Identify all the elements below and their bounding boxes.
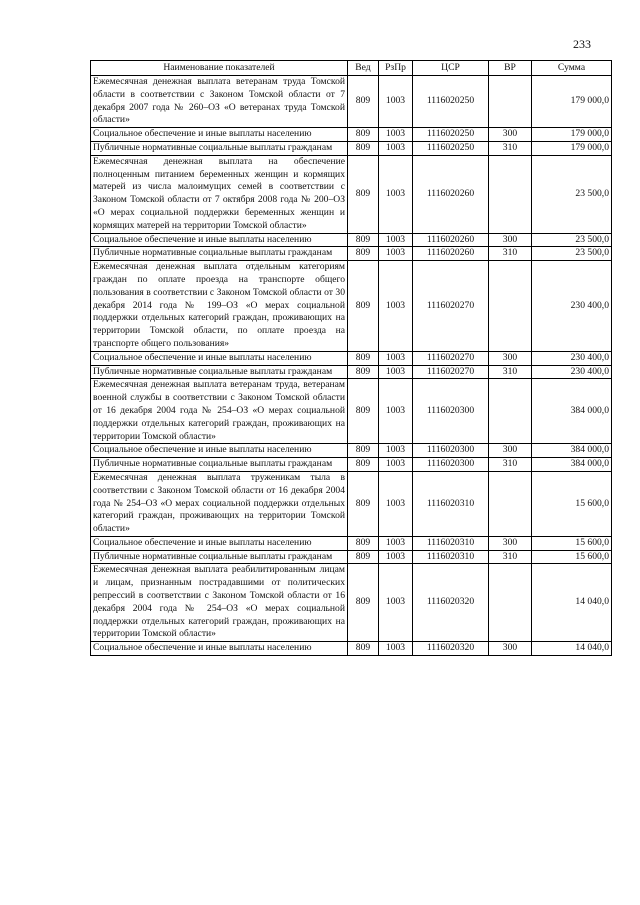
row-name-cell: Ежемесячная денежная выплата на обеспечение полноценным питанием беременных женщин и кормящих матерей из числа малоимущих семей в соответствии с Законом Томской области от 7 октября 2008 года № 200–ОЗ «О мерах социальной поддержки беременных женщин и кормящих матерей на территории Томской области»	[91, 155, 348, 233]
table-row	[91, 550, 612, 564]
row-ved-cell: 809	[348, 550, 379, 564]
row-ved-cell: 809	[348, 247, 379, 261]
row-ved-cell: 809	[348, 141, 379, 155]
table-row	[91, 379, 612, 444]
column-header-ved: Вед	[348, 61, 379, 76]
row-csr-cell: 1116020310	[413, 550, 489, 564]
row-vr-cell: 310	[489, 141, 532, 155]
table-row	[91, 365, 612, 379]
row-rzpr-cell: 1003	[379, 365, 413, 379]
table-row	[91, 233, 612, 247]
row-sum-cell: 15 600,0	[532, 471, 612, 536]
row-ved-cell: 809	[348, 261, 379, 352]
row-csr-cell: 1116020270	[413, 261, 489, 352]
row-csr-cell: 1116020260	[413, 247, 489, 261]
row-rzpr-cell: 1003	[379, 550, 413, 564]
table-row	[91, 444, 612, 458]
row-vr-cell	[489, 76, 532, 128]
row-ved-cell: 809	[348, 564, 379, 642]
row-rzpr-cell: 1003	[379, 642, 413, 656]
row-csr-cell: 1116020250	[413, 128, 489, 142]
row-vr-cell: 300	[489, 128, 532, 142]
row-vr-cell: 310	[489, 550, 532, 564]
row-rzpr-cell: 1003	[379, 564, 413, 642]
table-row	[91, 536, 612, 550]
row-sum-cell: 230 400,0	[532, 351, 612, 365]
row-sum-cell: 179 000,0	[532, 141, 612, 155]
row-rzpr-cell: 1003	[379, 351, 413, 365]
row-ved-cell: 809	[348, 379, 379, 444]
row-vr-cell: 310	[489, 458, 532, 472]
row-sum-cell: 230 400,0	[532, 365, 612, 379]
row-ved-cell: 809	[348, 351, 379, 365]
table-body	[91, 76, 612, 656]
row-name-cell: Социальное обеспечение и иные выплаты населению	[91, 233, 348, 247]
row-csr-cell: 1116020310	[413, 536, 489, 550]
row-name-cell: Ежемесячная денежная выплата труженикам тыла в соответствии с Законом Томской области от 16 декабря 2004 года № 254–ОЗ «О мерах социальной поддержки отдельных категорий граждан, проживающих на территории Томской области»	[91, 471, 348, 536]
table-row	[91, 76, 612, 128]
row-rzpr-cell: 1003	[379, 379, 413, 444]
row-csr-cell: 1116020300	[413, 379, 489, 444]
row-ved-cell: 809	[348, 536, 379, 550]
row-name-cell: Ежемесячная денежная выплата реабилитированным лицам и лицам, признанным пострадавшими от политических репрессий в соответствии с Законом Томской области от 16 декабря 2004 года № 254–ОЗ «О мерах социальной поддержки отдельных категорий граждан, проживающих на территории Томской области»	[91, 564, 348, 642]
row-csr-cell: 1116020300	[413, 458, 489, 472]
row-name-cell: Ежемесячная денежная выплата ветеранам труда, ветеранам военной службы в соответствии с Законом Томской области от 16 декабря 2004 года № 254–ОЗ «О мерах социальной поддержки отдельных категорий граждан, проживающих на территории Томской области»	[91, 379, 348, 444]
table-row	[91, 261, 612, 352]
row-sum-cell: 23 500,0	[532, 155, 612, 233]
table-row	[91, 128, 612, 142]
column-header-name: Наименование показателей	[91, 61, 348, 76]
table-row	[91, 141, 612, 155]
row-sum-cell: 384 000,0	[532, 444, 612, 458]
row-name-cell: Социальное обеспечение и иные выплаты населению	[91, 444, 348, 458]
table-row	[91, 155, 612, 233]
row-rzpr-cell: 1003	[379, 458, 413, 472]
table-row	[91, 351, 612, 365]
row-vr-cell: 300	[489, 233, 532, 247]
row-sum-cell: 14 040,0	[532, 642, 612, 656]
row-name-cell: Публичные нормативные социальные выплаты гражданам	[91, 365, 348, 379]
row-name-cell: Социальное обеспечение и иные выплаты населению	[91, 642, 348, 656]
row-vr-cell	[489, 261, 532, 352]
column-header-csr: ЦСР	[413, 61, 489, 76]
row-name-cell: Социальное обеспечение и иные выплаты населению	[91, 536, 348, 550]
table-row	[91, 471, 612, 536]
row-sum-cell: 384 000,0	[532, 458, 612, 472]
row-ved-cell: 809	[348, 444, 379, 458]
row-csr-cell: 1116020310	[413, 471, 489, 536]
row-ved-cell: 809	[348, 471, 379, 536]
column-header-sum: Сумма	[532, 61, 612, 76]
row-ved-cell: 809	[348, 458, 379, 472]
row-sum-cell: 179 000,0	[532, 128, 612, 142]
row-name-cell: Публичные нормативные социальные выплаты гражданам	[91, 247, 348, 261]
row-rzpr-cell: 1003	[379, 155, 413, 233]
row-vr-cell	[489, 155, 532, 233]
row-sum-cell: 179 000,0	[532, 76, 612, 128]
row-vr-cell	[489, 379, 532, 444]
row-sum-cell: 14 040,0	[532, 564, 612, 642]
table-row	[91, 564, 612, 642]
row-name-cell: Ежемесячная денежная выплата отдельным категориям граждан по оплате проезда на транспорте общего пользования в соответствии с Законом Томской области от 30 декабря 2014 года № 199–ОЗ «О мерах социальной поддержки отдельных категорий граждан, проживающих на территории Томской области, по оплате проезда на транспорте общего пользования»	[91, 261, 348, 352]
row-rzpr-cell: 1003	[379, 141, 413, 155]
row-rzpr-cell: 1003	[379, 444, 413, 458]
row-ved-cell: 809	[348, 155, 379, 233]
row-ved-cell: 809	[348, 642, 379, 656]
row-sum-cell: 23 500,0	[532, 233, 612, 247]
row-csr-cell: 1116020320	[413, 564, 489, 642]
budget-table	[90, 60, 612, 656]
row-name-cell: Публичные нормативные социальные выплаты гражданам	[91, 458, 348, 472]
row-vr-cell: 300	[489, 536, 532, 550]
row-vr-cell: 310	[489, 247, 532, 261]
row-csr-cell: 1116020260	[413, 233, 489, 247]
row-vr-cell: 300	[489, 642, 532, 656]
row-rzpr-cell: 1003	[379, 471, 413, 536]
row-name-cell: Публичные нормативные социальные выплаты гражданам	[91, 141, 348, 155]
row-ved-cell: 809	[348, 365, 379, 379]
row-csr-cell: 1116020260	[413, 155, 489, 233]
row-rzpr-cell: 1003	[379, 536, 413, 550]
row-vr-cell	[489, 471, 532, 536]
row-csr-cell: 1116020270	[413, 351, 489, 365]
row-sum-cell: 230 400,0	[532, 261, 612, 352]
row-vr-cell: 310	[489, 365, 532, 379]
page-number: 233	[573, 37, 591, 51]
column-header-vr: ВР	[489, 61, 532, 76]
row-sum-cell: 15 600,0	[532, 550, 612, 564]
row-vr-cell: 300	[489, 444, 532, 458]
row-vr-cell	[489, 564, 532, 642]
row-name-cell: Публичные нормативные социальные выплаты гражданам	[91, 550, 348, 564]
table-row	[91, 458, 612, 472]
row-csr-cell: 1116020270	[413, 365, 489, 379]
row-rzpr-cell: 1003	[379, 247, 413, 261]
row-rzpr-cell: 1003	[379, 76, 413, 128]
row-rzpr-cell: 1003	[379, 233, 413, 247]
table-row	[91, 642, 612, 656]
row-name-cell: Социальное обеспечение и иные выплаты населению	[91, 351, 348, 365]
table-header-row	[91, 61, 612, 76]
row-csr-cell: 1116020250	[413, 141, 489, 155]
row-sum-cell: 384 000,0	[532, 379, 612, 444]
row-name-cell: Социальное обеспечение и иные выплаты населению	[91, 128, 348, 142]
row-rzpr-cell: 1003	[379, 261, 413, 352]
row-vr-cell: 300	[489, 351, 532, 365]
row-ved-cell: 809	[348, 76, 379, 128]
row-name-cell: Ежемесячная денежная выплата ветеранам труда Томской области в соответствии с Законом Томской области от 7 декабря 2007 года № 260–ОЗ «О ветеранах труда Томской области»	[91, 76, 348, 128]
row-sum-cell: 15 600,0	[532, 536, 612, 550]
column-header-rzpr: РзПр	[379, 61, 413, 76]
row-csr-cell: 1116020300	[413, 444, 489, 458]
row-ved-cell: 809	[348, 128, 379, 142]
row-csr-cell: 1116020250	[413, 76, 489, 128]
table-row	[91, 247, 612, 261]
row-csr-cell: 1116020320	[413, 642, 489, 656]
row-ved-cell: 809	[348, 233, 379, 247]
row-rzpr-cell: 1003	[379, 128, 413, 142]
row-sum-cell: 23 500,0	[532, 247, 612, 261]
